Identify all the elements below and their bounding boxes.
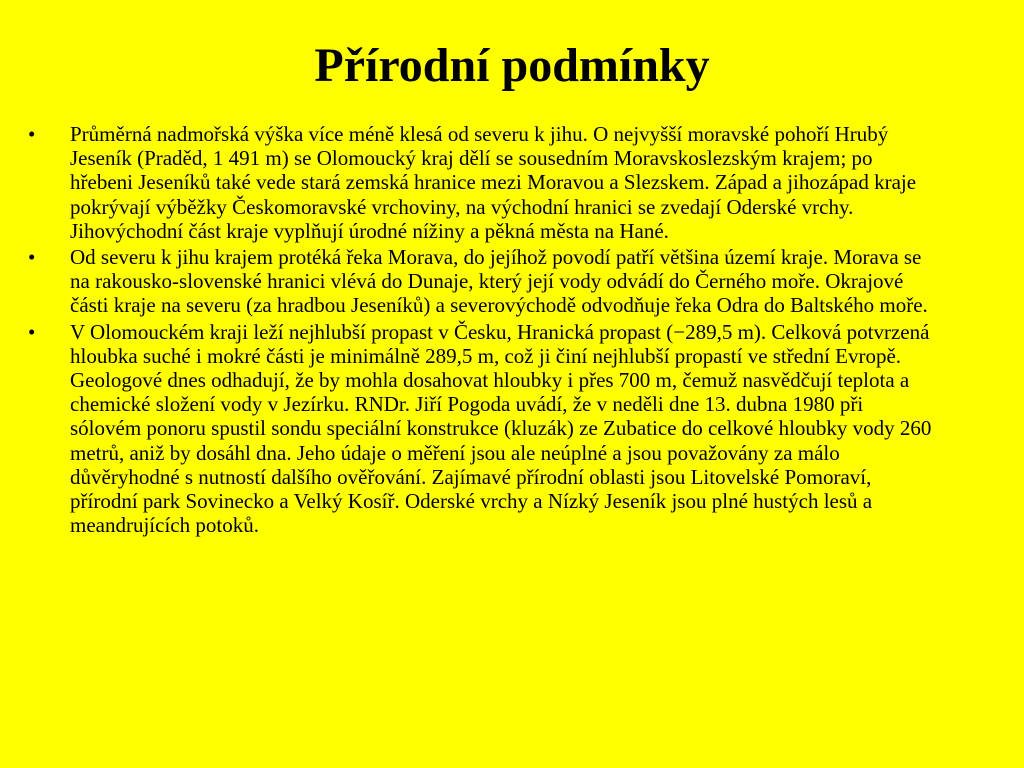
bullet-item-1: [28, 122, 938, 243]
bullet-dot-icon: •: [28, 245, 36, 270]
bullet-dot-icon: •: [28, 319, 36, 344]
slide-title: Přírodní podmínky: [314, 39, 710, 92]
bullet-text: V Olomouckém kraji leží nejhlubší propast v Česku, Hranická propast (−289,5 m). Celková potvrzená hloubka suché i mokré části je minimálně 289,5 m, což ji činí nejhlubší propastí ve střední Evropě. Geologové dnes odhadují, že by mohla dosahovat hloubky i přes 700 m, čemuž nasvědčují teplota a chemické složení vody v Jezírku. RNDr. Jiří Pogoda uvádí, že v neděli dne 13. dubna 1980 při sólovém ponoru spustil sondu speciální konstrukce (kluzák) ze Zubatice do celkové hloubky vody 260 metrů, aniž by dosáhl dna. Jeho údaje o měření jsou ale neúplné a jsou považovány za málo důvěryhodné s nutností dalšího ověřování. Zajímavé přírodní oblasti jsou Litovelské Pomoraví, přírodní park Sovinecko a Velký Kosíř. Oderské vrchy a Nízký Jeseník jsou plné hustých lesů a meandrujících potoků.: [70, 319, 932, 538]
bullet-item-2: [28, 245, 938, 318]
bullet-dot-icon: •: [28, 122, 36, 146]
bullet-text: Průměrná nadmořská výška více méně klesá od severu k jihu. O nejvyšší moravské pohoří Hrubý Jeseník (Praděd, 1 491 m) se Olomoucký kraj dělí se sousedním Moravskoslezským krajem; po hřebeni Jeseníků také vede stará zemská hranice mezi Moravou a Slezskem. Západ a jihozápad kraje pokrývají výběžky Českomoravské vrchoviny, na východní hranici se zvedají Oderské vrchy. Jihovýchodní část kraje vyplňují úrodné nížiny a pěkná města na Hané.: [70, 122, 917, 243]
bullet-list: [28, 122, 938, 539]
bullet-item-3: [28, 320, 938, 538]
bullet-text: Od severu k jihu krajem protéká řeka Morava, do jejíhož povodí patří většina území kraje. Morava se na rakousko-slovenské hranici vlévá do Dunaje, který její vody odvádí do Černého moře. Okrajové části kraje na severu (za hradbou Jeseníků) a severovýchodě odvodňuje řeka Odra do Baltského moře.: [70, 245, 928, 318]
